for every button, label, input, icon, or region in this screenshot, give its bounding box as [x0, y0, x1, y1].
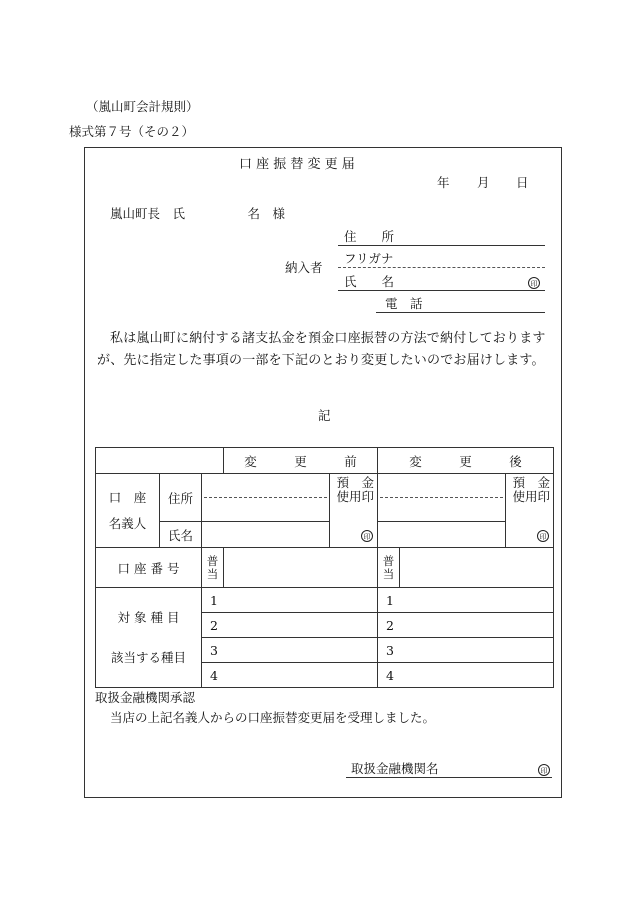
before-row-2[interactable]: 2 [202, 613, 378, 638]
address-label: 住 所 [344, 229, 395, 244]
form-number: 様式第７号（その２） [69, 124, 195, 139]
seal-icon: 印 [528, 277, 540, 289]
institution-name-label: 取扱金融機関名 [351, 761, 439, 776]
after-seal-cell [506, 474, 554, 548]
name-line[interactable] [338, 290, 545, 291]
before-seal-icon: 印 [361, 530, 373, 542]
change-table [95, 447, 554, 688]
target-label: 対 象 種 目 [117, 609, 180, 625]
before-seal-cell [330, 474, 378, 548]
after-address-cell[interactable] [378, 474, 506, 522]
regulation-title: （嵐山町会計規則） [86, 99, 199, 114]
payer-label: 納入者 [285, 260, 323, 275]
after-name-cell[interactable] [378, 522, 506, 548]
applicable-label: 該当する種目 [110, 649, 186, 665]
before-seal-label: 預 金 使用印 [336, 475, 375, 504]
furigana-label: フリガナ [344, 251, 394, 266]
before-account-type: 普当 [202, 548, 224, 588]
header-after: 変 更 後 [378, 448, 554, 474]
before-row-1[interactable]: 1 [202, 588, 378, 613]
institution-name-line[interactable] [346, 777, 552, 778]
header-blank [96, 448, 224, 474]
after-seal-label: 預 金 使用印 [512, 475, 551, 504]
after-account-type: 普当 [378, 548, 400, 588]
before-row-4[interactable]: 4 [202, 663, 378, 688]
furigana-line[interactable] [338, 267, 545, 268]
header-before: 変 更 前 [224, 448, 378, 474]
phone-line[interactable] [376, 312, 545, 313]
holder-address-label: 住所 [160, 474, 202, 522]
institution-seal-icon: 印 [538, 764, 550, 776]
address-line[interactable] [338, 245, 545, 246]
before-row-3[interactable]: 3 [202, 638, 378, 663]
ki-label: 記 [318, 408, 331, 423]
addressee: 嵐山町長 氏 名 様 [110, 206, 286, 221]
after-seal-icon: 印 [537, 530, 549, 542]
body-text: 私は嵐山町に納付する諸支払金を預金口座振替の方法で納付しておりますが、先に指定した事項の一部を下記のとおり変更したいのでお届けします。 [97, 331, 546, 368]
before-account-number[interactable] [224, 548, 378, 588]
approval-text: 当店の上記名義人からの口座振替変更届を受理しました。 [110, 710, 436, 725]
date-day: 日 [516, 175, 529, 190]
form-title: 口 座 振 替 変 更 届 [239, 157, 355, 172]
phone-label: 電 話 [385, 296, 423, 311]
date-month: 月 [477, 175, 490, 190]
holder-label: 口 座 名義人 [96, 474, 160, 548]
after-row-1[interactable]: 1 [378, 588, 554, 613]
after-row-4[interactable]: 4 [378, 663, 554, 688]
account-number-label: 口 座 番 号 [96, 548, 202, 588]
after-row-3[interactable]: 3 [378, 638, 554, 663]
approval-heading: 取扱金融機関承認 [95, 690, 196, 705]
after-row-2[interactable]: 2 [378, 613, 554, 638]
target-label-cell [96, 588, 202, 688]
date-year: 年 [437, 175, 450, 190]
before-name-cell[interactable] [202, 522, 330, 548]
holder-name-label: 氏名 [160, 522, 202, 548]
before-address-cell[interactable] [202, 474, 330, 522]
name-label: 氏 名 [344, 274, 395, 289]
after-account-number[interactable] [400, 548, 554, 588]
